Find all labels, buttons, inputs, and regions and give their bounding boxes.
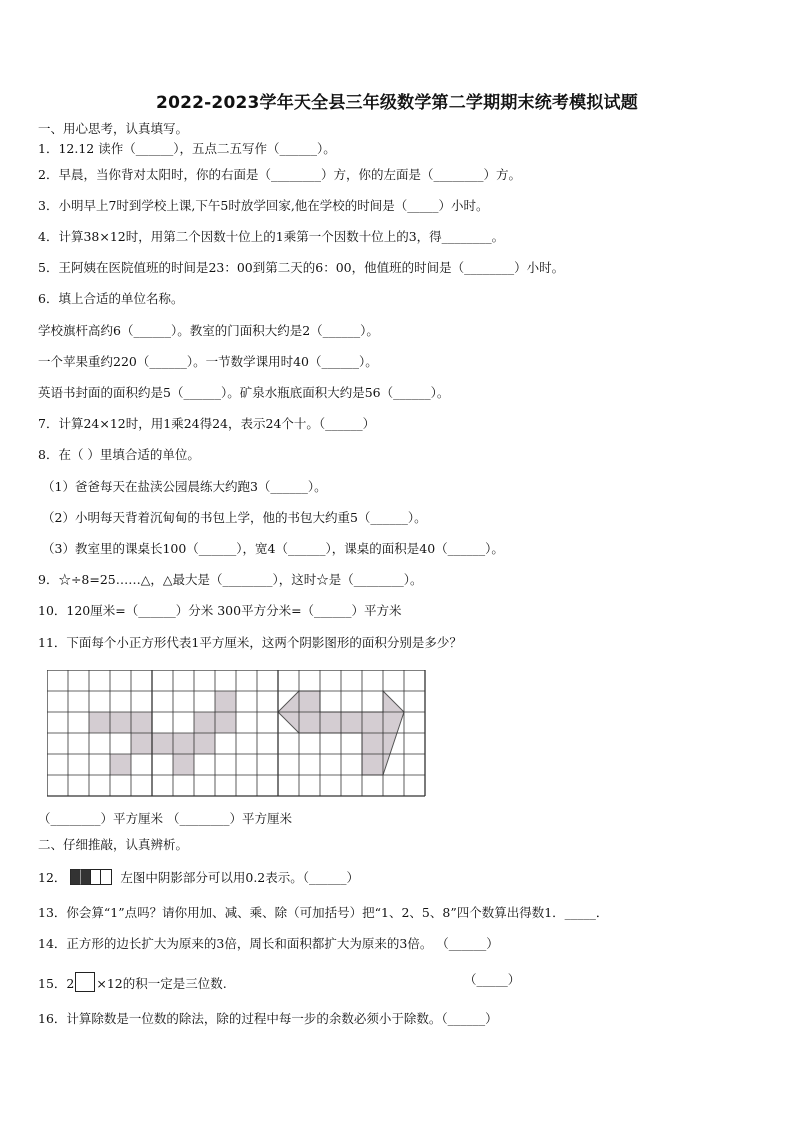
shade-square (131, 712, 152, 733)
shade-square (131, 733, 152, 754)
shade-square (215, 691, 236, 712)
page-title: 2022-2023学年天全县三年级数学第二学期期末统考模拟试题 (156, 93, 638, 113)
grid-lines (47, 670, 425, 796)
question-14: 14．正方形的边长扩大为原来的3倍，周长和面积都扩大为原来的3倍。 （______） (38, 936, 499, 951)
question-6: 6．填上合适的单位名称。 (38, 291, 184, 306)
question-6-line-c: 英语书封面的面积约是5（______）。矿泉水瓶底面积大约是56（______）。 (38, 385, 450, 400)
question-8-part-1: （1）爸爸每天在盐渎公园晨练大约跑3（______）。 (42, 479, 327, 494)
question-12 (38, 869, 359, 886)
question-12-text: 左图中阴影部分可以用0.2表示。（______） (120, 870, 360, 885)
question-6-line-a: 学校旗杆高约6（______）。教室的门面积大约是2（______）。 (38, 323, 379, 338)
question-8: 8．在（ ）里填合适的单位。 (38, 447, 200, 462)
shade-square (194, 712, 215, 733)
section-2-heading: 二、仔细推敲，认真辨析。 (38, 837, 189, 852)
shade-square (173, 754, 194, 775)
question-12-number: 12． (38, 870, 67, 885)
shade-square (110, 754, 131, 775)
question-1: 1．12.12 读作（______），五点二五写作（______）。 (38, 141, 336, 156)
question-13: 13．你会算“1”点吗？请你用加、减、乘、除（可加括号）把“1、2、5、8”四个数算出得数1．_____． (38, 905, 609, 920)
question-15-answer: （_____） (464, 972, 521, 987)
question-15-text: ×12的积一定是三位数. (96, 976, 227, 991)
question-7: 7．计算24×12时，用1乘24得24，表示24个十。（______） (38, 416, 376, 431)
question-15-prefix: 15．2 (38, 976, 75, 991)
shade-square (194, 733, 215, 754)
question-10: 10．120厘米=（______）分米 300平方分米=（______）平方米 (38, 603, 402, 618)
question-2: 2．早晨，当你背对太阳时，你的右面是（________）方，你的左面是（________）方。 (38, 167, 521, 182)
section-1-heading: 一、用心思考，认真填写。 (38, 121, 189, 136)
question-4: 4．计算38×12时，用第二个因数十位上的1乘第一个因数十位上的3，得________。 (38, 229, 505, 244)
question-5: 5．王阿姨在医院值班的时间是23：00到第二天的6：00，他值班的时间是（________）小时。 (38, 260, 565, 275)
question-3: 3．小明早上7时到学校上课,下午5时放学回家,他在学校的时间是（_____）小时。 (38, 198, 489, 213)
shade-square (110, 712, 131, 733)
area-grid-figure (47, 670, 427, 804)
question-11-answers: （________）平方厘米 （________）平方厘米 (38, 811, 292, 826)
shade-square (215, 712, 236, 733)
shade-square (173, 733, 194, 754)
fraction-bar-icon (70, 869, 112, 885)
shade-square (89, 712, 110, 733)
question-15 (38, 972, 227, 992)
question-6-line-b: 一个苹果重约220（______）。一节数学课用时40（______）。 (38, 354, 378, 369)
shade-square (152, 733, 173, 754)
blank-box (75, 972, 95, 992)
question-8-part-2: （2）小明每天背着沉甸甸的书包上学，他的书包大约重5（______）。 (42, 510, 427, 525)
grid-figure-svg (47, 670, 427, 800)
question-9: 9．☆÷8=25……△，△最大是（________），这时☆是（________）。 (38, 572, 423, 587)
question-8-part-3: （3）教室里的课桌长100（______），宽4（______），课桌的面积是40（______）。 (42, 541, 504, 556)
question-16: 16．计算除数是一位数的除法，除的过程中每一步的余数必须小于除数。（______） (38, 1011, 498, 1026)
question-11: 11．下面每个小正方形代表1平方厘米，这两个阴影图形的面积分别是多少？ (38, 635, 462, 650)
